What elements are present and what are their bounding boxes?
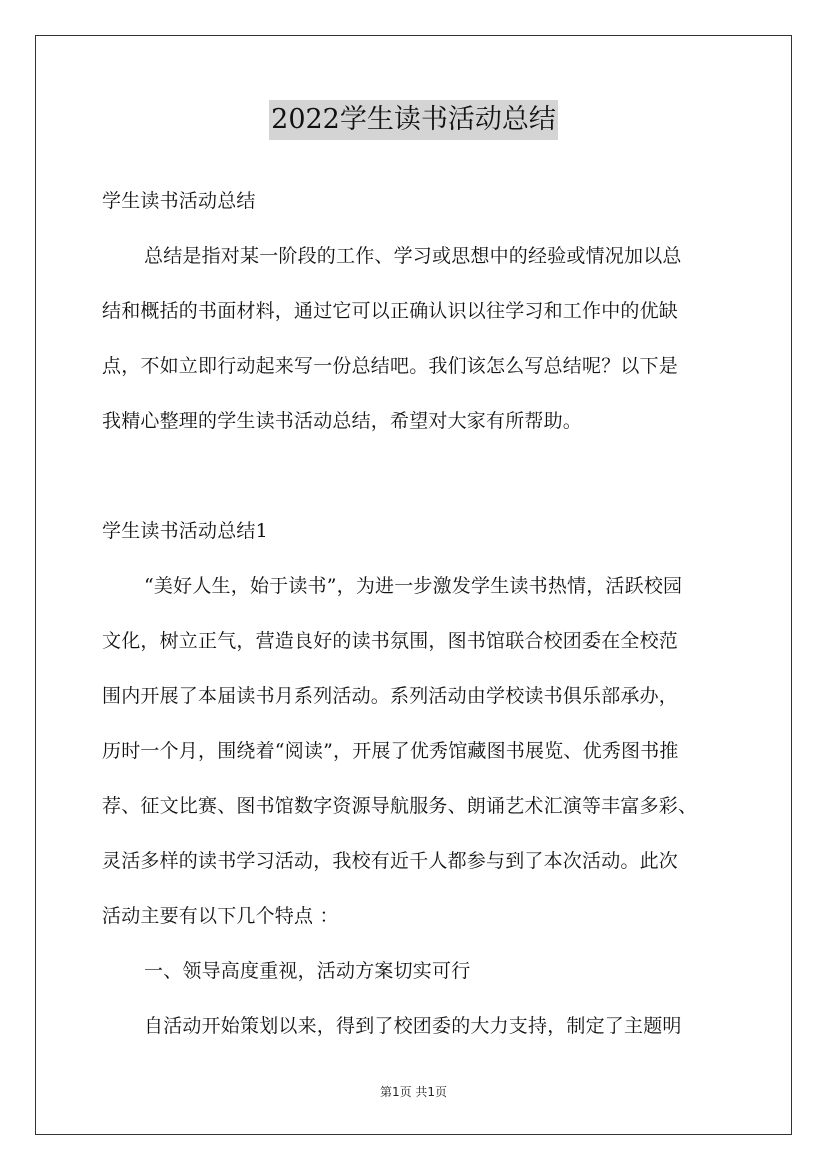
section-heading: 学生读书活动总结1 [102,520,268,542]
document-subtitle: 学生读书活动总结 [102,190,256,212]
intro-line: 点，不如立即行动起来写一份总结吧。我们该怎么写总结呢？以下是 [102,355,679,377]
intro-line: 我精心整理的学生读书活动总结，希望对大家有所帮助。 [102,410,583,432]
point-heading: 一、领导高度重视，活动方案切实可行 [144,960,471,982]
page-footer: 第1页 共1页 [379,1085,448,1099]
point-line: 自活动开始策划以来，得到了校团委的大力支持，制定了主题明 [144,1015,682,1037]
title-container [0,100,827,140]
intro-line: 结和概括的书面材料，通过它可以正确认识以往学习和工作中的优缺 [102,300,679,322]
section-line: 灵活多样的读书学习活动，我校有近千人都参与到了本次活动。此次 [102,850,679,872]
section-line: 围内开展了本届读书月系列活动。系列活动由学校读书俱乐部承办， [102,685,679,707]
paragraph-gap [102,449,742,504]
intro-line: 总结是指对某一阶段的工作、学习或思想中的经验或情况加以总 [144,245,682,267]
document-title: 2022学生读书活动总结 [269,100,558,140]
section-line: 活动主要有以下几个特点 ： [102,905,339,927]
section-line: 文化，树立正气，营造良好的读书氛围，图书馆联合校团委在全校范 [102,630,679,652]
section-line: 荐、征文比赛、图书馆数字资源导航服务、朗诵艺术汇演等丰富多彩、 [102,795,698,817]
section-line: 历时一个月，围绕着“阅读”，开展了优秀馆藏图书展览、优秀图书推 [102,740,679,762]
section-line: “美好人生，始于读书”，为进一步激发学生读书热情，活跃校园 [144,575,683,597]
document-body [102,174,742,1054]
